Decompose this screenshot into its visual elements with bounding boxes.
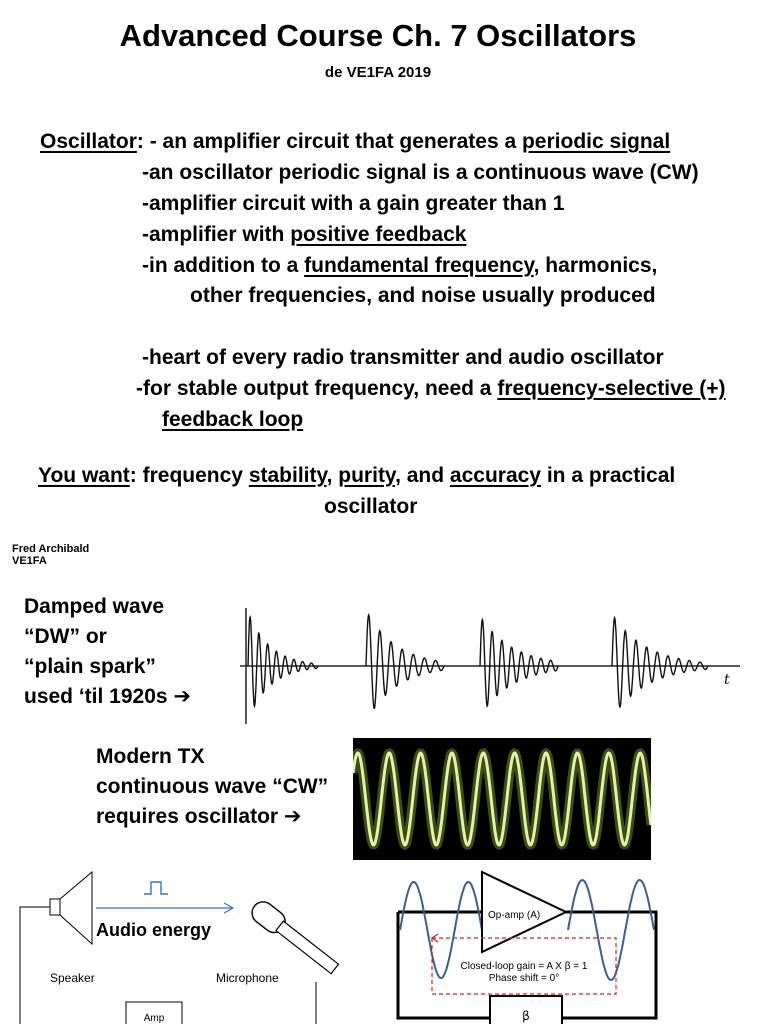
definition-line-2: -an oscillator periodic signal is a continuous wave (CW): [142, 161, 699, 184]
modern-line: Modern TX: [96, 745, 205, 768]
stability-term: stability: [248, 464, 327, 487]
accuracy-term: accuracy: [449, 464, 541, 487]
cw-wave-figure: [353, 738, 651, 860]
damped-line: used ‘til 1920s ➔: [24, 685, 192, 708]
want-text: ,: [326, 464, 339, 487]
definition-text: : - an amplifier circuit that generates a: [136, 130, 522, 153]
definition-line-1: [40, 130, 670, 154]
definition-line-6: other frequencies, and noise usually produced: [190, 284, 656, 307]
opamp-feedback-diagram: [392, 868, 664, 1024]
page-subtitle: de VE1FA 2019: [324, 64, 432, 81]
speaker-magnet: [50, 899, 60, 915]
definition-text: , harmonics,: [533, 254, 658, 277]
positive-feedback-term: positive feedback: [290, 223, 467, 246]
page-title: Advanced Course Ch. 7 Oscillators: [119, 18, 637, 53]
phase-shift-label: Phase shift = 0°: [488, 973, 560, 984]
speaker-icon: [60, 872, 92, 944]
amp-label: Amp: [143, 1013, 165, 1024]
damped-line: Damped wave: [24, 595, 165, 618]
damped-burst: [612, 618, 708, 707]
want-text: in a practical: [540, 464, 676, 487]
oscillator-term: Oscillator: [40, 130, 137, 153]
damped-burst: [480, 620, 558, 706]
damped-wave-caption: [24, 592, 191, 712]
audio-feedback-diagram: [10, 870, 340, 1024]
microphone-label: Microphone: [216, 971, 279, 985]
frequency-selective-term: frequency-selective (+): [497, 377, 726, 400]
definition-text: -for stable output frequency, need a: [136, 377, 498, 400]
definition-line-5: [142, 254, 657, 278]
damped-line: “DW” or: [24, 625, 107, 648]
speaker-wire: [20, 907, 50, 1024]
periodic-signal-term: periodic signal: [521, 130, 671, 153]
fundamental-frequency-term: fundamental frequency: [304, 254, 534, 277]
time-axis-label: t: [724, 672, 730, 688]
pulse-icon: [144, 882, 168, 894]
purity-term: purity: [338, 464, 396, 487]
beta-label: β: [522, 1009, 530, 1023]
definition-text: -in addition to a: [142, 254, 305, 277]
author-name: Fred Archibald: [12, 543, 90, 555]
definition-line-8: [136, 377, 726, 401]
feedback-loop-term: feedback loop: [162, 408, 304, 431]
damped-wave-figure: [240, 604, 745, 726]
want-text: : frequency: [129, 464, 249, 487]
definition-line-9: [162, 408, 303, 432]
closed-loop-gain-label: Closed-loop gain = A X β = 1: [460, 961, 588, 972]
want-text: , and: [395, 464, 450, 487]
modern-line: requires oscillator ➔: [96, 805, 302, 828]
modern-line: continuous wave “CW”: [96, 775, 329, 798]
definition-line-3: -amplifier circuit with a gain greater than 1: [142, 192, 565, 215]
definition-text: -amplifier with: [142, 223, 291, 246]
author-call: VE1FA: [12, 555, 47, 567]
definition-line-4: [142, 223, 466, 247]
definition-line-7: -heart of every radio transmitter and audio oscillator: [142, 346, 664, 369]
damped-line: “plain spark”: [24, 655, 156, 678]
audio-energy-label: Audio energy: [96, 920, 212, 940]
want-line-1: [38, 464, 675, 488]
speaker-label: Speaker: [50, 971, 95, 985]
damped-burst: [248, 617, 318, 706]
you-want-label: You want: [38, 464, 130, 487]
want-line-2: oscillator: [324, 495, 418, 518]
damped-burst: [366, 615, 444, 708]
author-block: [12, 543, 89, 567]
opamp-label: Op-amp (A): [488, 910, 541, 921]
microphone-icon: [248, 897, 340, 977]
modern-tx-caption: [96, 742, 328, 832]
